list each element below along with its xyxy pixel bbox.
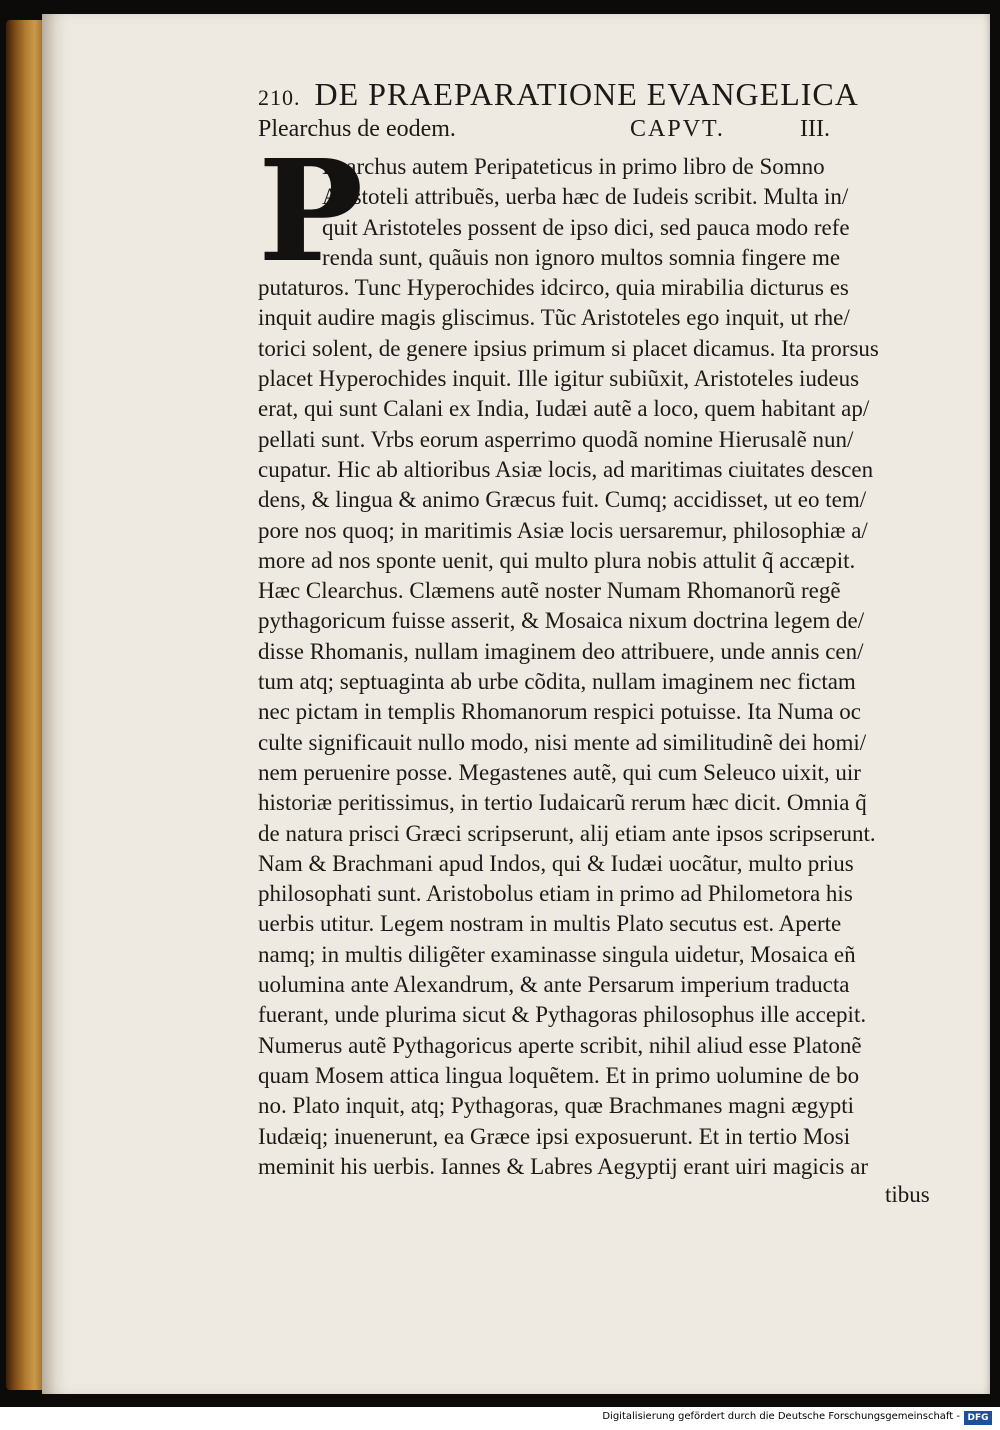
footer-bar [0,1407,1000,1430]
text-line: namq; in multis diligẽter examinasse singula uidetur, Mosaica eñ [258,941,856,967]
text-line: historiæ peritissimus, in tertio Iudaicarũ rerum hæc dicit. Omnia q̃ [258,790,867,816]
text-line: pore nos quoq; in maritimis Asiæ locis uersaremur, philosophiæ a/ [258,517,868,543]
text-line: inquit audire magis gliscimus. Tũc Aristoteles ego inquit, ut rhe/ [258,305,850,331]
text-line: de natura prisci Græci scripserunt, alij etiam ante ipsos scripserunt. [258,820,876,846]
catchword: tibus [885,1182,930,1207]
chapter-caput: CAPVT. [630,116,725,142]
running-title: DE PRAEPARATIONE EVANGELICA [314,76,859,112]
text-line: more ad nos sponte uenit, qui multo plura nobis attulit q̃ accæpit. [258,547,856,573]
text-line: nec pictam in templis Rhomanorum respici potuisse. Ita Numa oc [258,699,861,725]
text-line: quit Aristoteles possent de ipso dici, sed pauca modo refe [322,214,850,240]
chapter-title: Plearchus de eodem. [258,116,456,142]
text-line: culte significauit nullo modo, nisi mente ad similitudinẽ dei homi/ [258,729,867,755]
text-line: uerbis utitur. Legem nostram in multis Plato secutus est. Aperte [258,911,842,937]
footer-credit: Digitalisierung gefördert durch die Deutsche Forschungsgemeinschaft - [602,1411,960,1422]
text-line: renda sunt, quãuis non ignoro multos somnia fingere me [322,244,841,270]
text-line: cupatur. Hic ab altioribus Asiæ locis, ad maritimas ciuitates descen [258,456,874,482]
text-line: placet Hyperochides inquit. Ille igitur subiũxit, Aristoteles iudeus [258,366,860,392]
text-line: dens, & lingua & animo Græcus fuit. Cumq; accidisset, ut eo tem/ [258,487,867,513]
text-line: Learchus autem Peripateticus in primo libro de Somno [322,154,825,179]
text-line: pellati sunt. Vrbs eorum asperrimo quodã nomine Hierusalẽ nun/ [258,426,854,452]
text-line: putaturos. Tunc Hyperochides idcirco, quia mirabilia dicturus es [258,275,849,301]
text-line: Aristoteli attribuẽs, uerba hæc de Iudeis scribit. Multa in/ [322,184,849,210]
chapter-heading [258,116,968,152]
text-line: disse Rhomanis, nullam imaginem deo attribuere, unde annis cen/ [258,638,864,664]
text-line: no. Plato inquit, atq; Pythagoras, quæ Brachmanes magni ægypti [258,1093,855,1119]
text-line: fuerant, unde plurima sicut & Pythagoras philosophus ille accepit. [258,1002,867,1028]
text-block [258,76,968,1182]
drop-cap: P [258,130,364,294]
text-line: philosophati sunt. Aristobolus etiam in primo ad Philometora his [258,881,853,907]
chapter-number: III. [800,116,830,142]
dfg-logo: DFG [964,1411,992,1425]
text-line: nem peruenire posse. Megastenes autẽ, qui cum Seleuco uixit, uir [258,759,861,785]
text-line: pythagoricum fuisse asserit, & Mosaica nixum doctrina legem de/ [258,608,865,634]
running-head [258,76,968,116]
body-text [258,130,968,1182]
text-line: Nam & Brachmani apud Indos, qui & Iudæi uocãtur, multo prius [258,850,854,876]
text-line: erat, qui sunt Calani ex India, Iudæi autẽ a loco, quem habitant ap/ [258,396,870,422]
text-line: Iudæiq; inuenerunt, ea Græce ipsi exposuerunt. Et in tertio Mosi [258,1123,851,1149]
text-line: tum atq; septuaginta ab urbe cõdita, nullam imaginem nec fictam [258,669,856,695]
text-line: uolumina ante Alexandrum, & ante Persarum imperium traducta [258,972,850,998]
text-line: Hæc Clearchus. Clæmens autẽ noster Numam Rhomanorũ regẽ [258,578,841,604]
text-line: torici solent, de genere ipsius primum si placet dicamus. Ita prorsus [258,335,879,361]
text-line: quam Mosem attica lingua loquẽtem. Et in primo uolumine de bo [258,1062,860,1088]
text-line: meminit his uerbis. Iannes & Labres Aegyptij erant uiri magicis ar [258,1153,868,1179]
page-number: 210. [258,85,301,110]
text-line: Numerus autẽ Pythagoricus aperte scribit, nihil aliud esse Platonẽ [258,1032,862,1058]
